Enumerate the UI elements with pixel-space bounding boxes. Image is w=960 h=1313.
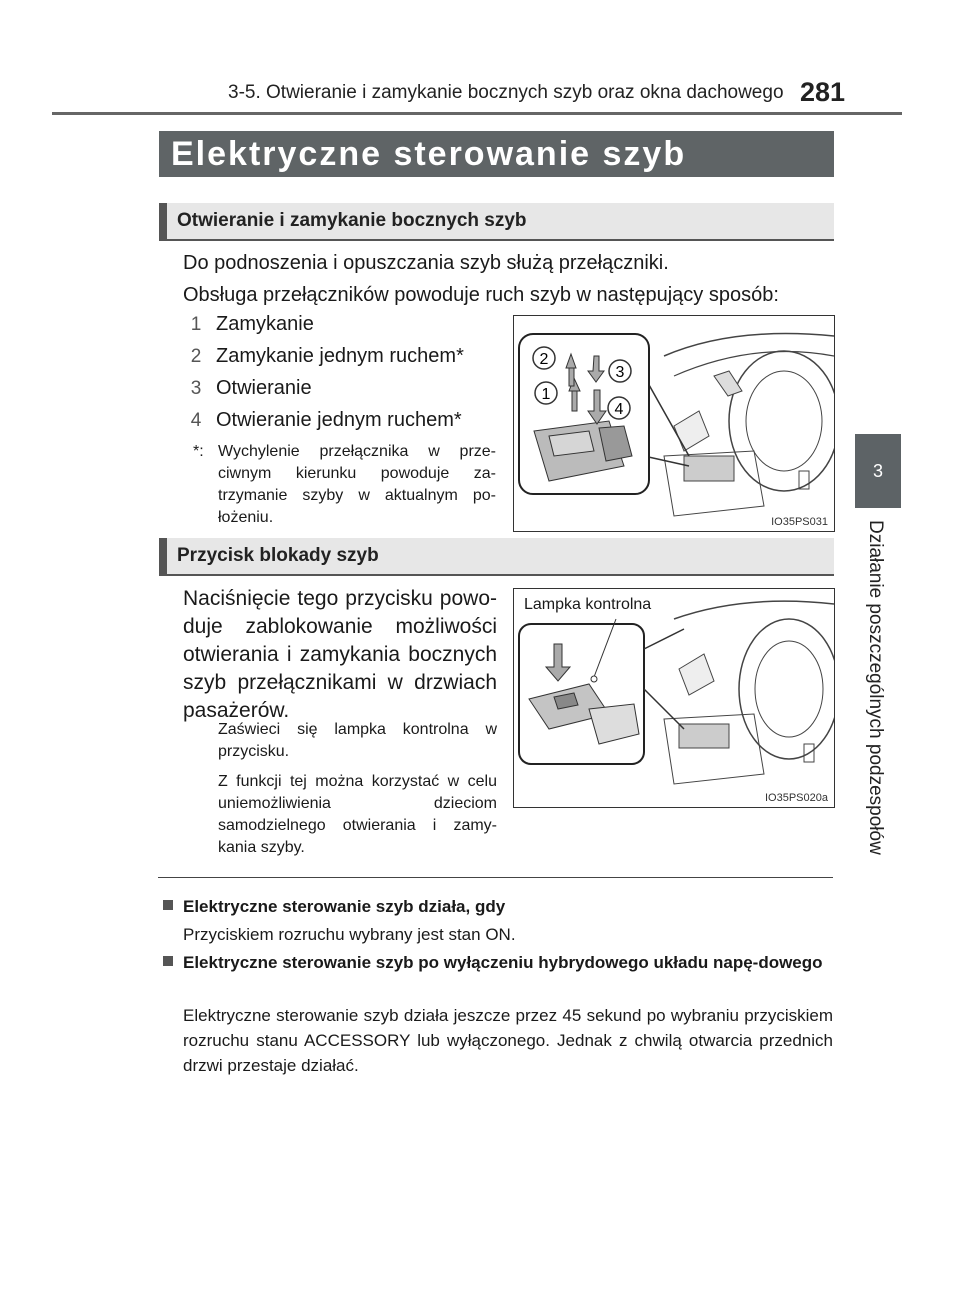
callout-2: 2 — [539, 351, 549, 368]
callout-1: 1 — [541, 386, 551, 403]
section-accent — [159, 203, 167, 241]
callout-3: 3 — [615, 364, 625, 381]
note-body: Elektryczne sterowanie szyb działa jeszcze przez 45 sekund po wybraniu przyciskiem rozruchu stanu ACCESSORY lub wyłączonego. Jednak z chwilą otwarcia przednich drzwi przestaje działać. — [183, 1006, 833, 1075]
item-number: 3 — [190, 378, 202, 399]
intro-text-2: Obsługa przełączników powoduje ruch szyb w następujący sposób: — [183, 284, 779, 306]
item-label: Zamykanie jednym ruchem* — [216, 345, 464, 367]
item-number: 2 — [190, 346, 202, 367]
callout-4: 4 — [614, 401, 624, 418]
chapter-label: Działanie poszczególnych podzespołów — [865, 520, 886, 855]
figure-code: IO35PS031 — [771, 516, 828, 528]
figure-lock-button — [513, 588, 835, 808]
section-heading-text: Otwieranie i zamykanie bocznych szyb — [177, 210, 527, 231]
item-label: Otwieranie jednym ruchem* — [216, 409, 462, 431]
chapter-tab: 3 — [855, 434, 901, 508]
list-item — [186, 377, 312, 400]
lock-note-1: Zaświeci się lampka kontrolna w przycisku. — [218, 721, 497, 760]
indicator-label: Lampka kontrolna — [524, 596, 652, 613]
item-label: Zamykanie — [216, 313, 314, 335]
figure-window-switch — [513, 315, 835, 532]
footnote-text: Wychylenie przełącznika w prze-ciwnym kierunku powoduje za-trzymanie szyby w aktualnym po-łożeniu. — [218, 443, 496, 526]
intro-text-1: Do podnoszenia i opuszczania szyb służą przełączniki. — [183, 252, 669, 274]
figure-code: IO35PS020a — [765, 792, 828, 804]
lock-description: Naciśnięcie tego przycisku powo-duje zablokowanie możliwości otwierania i zamykania bocznych szyb przełącznikami w drzwiach pasażerów. — [183, 587, 497, 722]
item-number: 4 — [190, 410, 202, 431]
bullet-square-icon — [163, 956, 173, 966]
lock-note-2: Z funkcji tej można korzystać w celu uniemożliwienia dzieciom samodzielnego otwierania i zamy-kania szyby. — [218, 773, 497, 856]
section-heading-windows — [159, 203, 834, 241]
dashboard-illustration — [514, 316, 834, 531]
bullet-square-icon — [163, 900, 173, 910]
page-title: Elektryczne sterowanie szyb — [171, 135, 687, 173]
page-title-bar — [159, 131, 834, 177]
section-accent — [159, 538, 167, 576]
section-heading-lock — [159, 538, 834, 576]
note-body: Przyciskiem rozruchu wybrany jest stan ON. — [183, 925, 516, 944]
list-item — [186, 313, 314, 336]
section-heading-text: Przycisk blokady szyb — [177, 545, 379, 566]
list-item — [186, 345, 464, 368]
note-heading: Elektryczne sterowanie szyb po wyłączeniu hybrydowego układu napę-dowego — [183, 953, 823, 972]
lock-button-illustration — [514, 589, 834, 807]
note-heading: Elektryczne sterowanie szyb działa, gdy — [183, 897, 506, 916]
footnote-marker: *: — [193, 443, 204, 460]
note-block — [183, 894, 833, 919]
header-rule — [52, 112, 902, 115]
list-item — [186, 409, 462, 432]
item-label: Otwieranie — [216, 377, 312, 399]
page-number: 281 — [800, 77, 846, 107]
item-number: 1 — [190, 314, 202, 335]
note-block — [183, 950, 833, 975]
notes-divider — [158, 877, 833, 878]
running-header: 3-5. Otwieranie i zamykanie bocznych szyb oraz okna dachowego — [228, 82, 784, 103]
